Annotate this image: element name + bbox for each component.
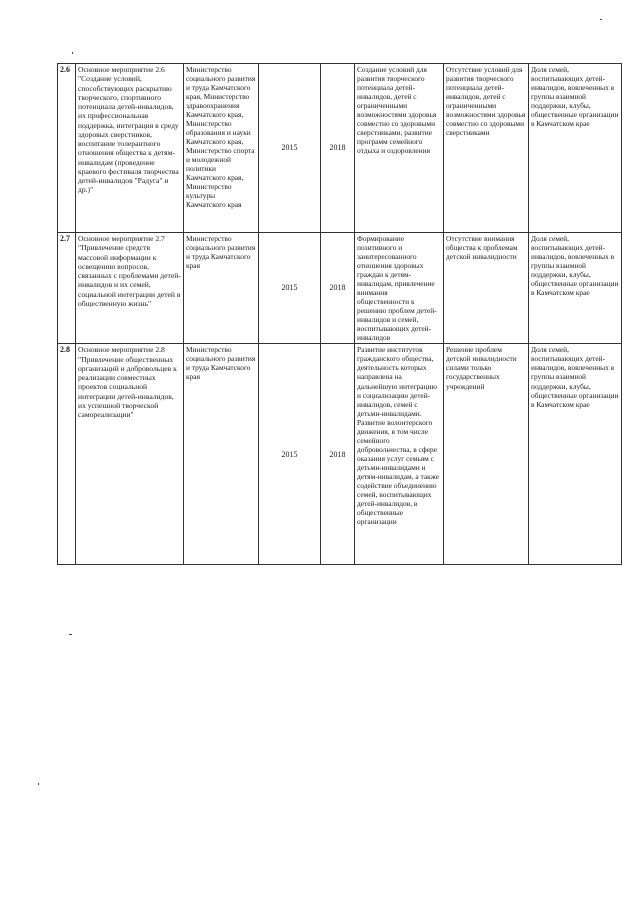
linked-indicator: Доля семей, воспитывающих детей-инвалидов, вовлеченных в группы взаимной поддержки, клубы, общественные организации в Камчатском крае [529, 233, 622, 344]
end-year: 2018 [321, 64, 355, 233]
activity-name: Основное мероприятие 2.8 "Привлечение общественных организаций и добровольцев к реализации совместных проектов социальной интеграции детей-инвалидов, их успешной творческой самореализации" [76, 344, 184, 565]
expected-result: Формирование позитивного и заинтересованного отношения здоровых граждан к детям-инвалидам, привлечение внимания общественности к решению проблем детей-инвалидов и семей, воспитывающих детей-инвалидов [355, 233, 444, 344]
non-implementation-consequences: Решение проблем детской инвалидности силами только государственных учреждений [444, 344, 529, 565]
table-row [58, 64, 622, 233]
expected-result: Создание условий для развития творческого потенциала детей-инвалидов, детей с ограниченными возможностями здоровья совместно со здоровыми сверстниками, развитие программ семейного отдыха и оздоровления [355, 64, 444, 233]
expected-result: Развитие институтов гражданского общества, деятельность которых направлена на дальнейшую интеграцию и социализацию детей-инвалидов, семей с детьми-инвалидами. Развитие волонтерского движения, в том числе семейного добровольчества, в сфере оказания услуг семьям с детьми-инвалидами и детям-инвалидам, а также содействие объединению семей, воспитывающих детей-инвалидов, в общественные организации [355, 344, 444, 565]
activity-number: 2.6 [58, 64, 76, 233]
program-activities-table [57, 63, 622, 565]
responsible-executors: Министерство социального развития и труда Камчатского края [184, 344, 259, 565]
non-implementation-consequences: Отсутствие внимания общества к проблемам детской инвалидности [444, 233, 529, 344]
responsible-executors: Министерство социального развития и труда Камчатского края, Министерство здравоохранения Камчатского края, Министерство образования и науки Камчатского края, Министерство спорта и молодежной политики Камчатского края, Министерство культуры Камчатского края [184, 64, 259, 233]
start-year: 2015 [259, 233, 321, 344]
end-year: 2018 [321, 344, 355, 565]
activity-number: 2.8 [58, 344, 76, 565]
activity-number: 2.7 [58, 233, 76, 344]
start-year: 2015 [259, 64, 321, 233]
linked-indicator: Доля семей, воспитывающих детей-инвалидов, вовлеченных в группы взаимной поддержки, клубы, общественные организации в Камчатском крае [529, 344, 622, 565]
responsible-executors: Министерство социального развития и труда Камчатского края [184, 233, 259, 344]
scan-speck [600, 19, 602, 20]
scan-speck [72, 52, 73, 54]
activity-name: Основное мероприятие 2.6 "Создание условий, способствующих раскрытию творческого, спортивного потенциала детей-инвалидов, их профессиональная поддержка, интеграция в среду здоровых сверстников, воспитание толерантного отношения общества к детям-инвалидам (проведение краевого фестиваля творчества детей-инвалидов "Радуга" и др.)" [76, 64, 184, 233]
end-year: 2018 [321, 233, 355, 344]
linked-indicator: Доля семей, воспитывающих детей-инвалидов, вовлеченных в группы взаимной поддержки, клубы, общественные организации в Камчатском крае [529, 64, 622, 233]
table-row [58, 344, 622, 565]
activity-name: Основное мероприятие 2.7 "Привлечение средств массовой информации к освещению вопросов, связанных с проблемами детей-инвалидов и их семей, социальной интеграции детей в общественную жизнь" [76, 233, 184, 344]
scan-speck [69, 634, 72, 635]
start-year: 2015 [259, 344, 321, 565]
non-implementation-consequences: Отсутствие условий для развития творческого потенциала детей-инвалидов, детей с ограниченными возможностями здоровья совместно со здоровыми сверстниками [444, 64, 529, 233]
table-row [58, 233, 622, 344]
scan-speck [38, 783, 39, 785]
